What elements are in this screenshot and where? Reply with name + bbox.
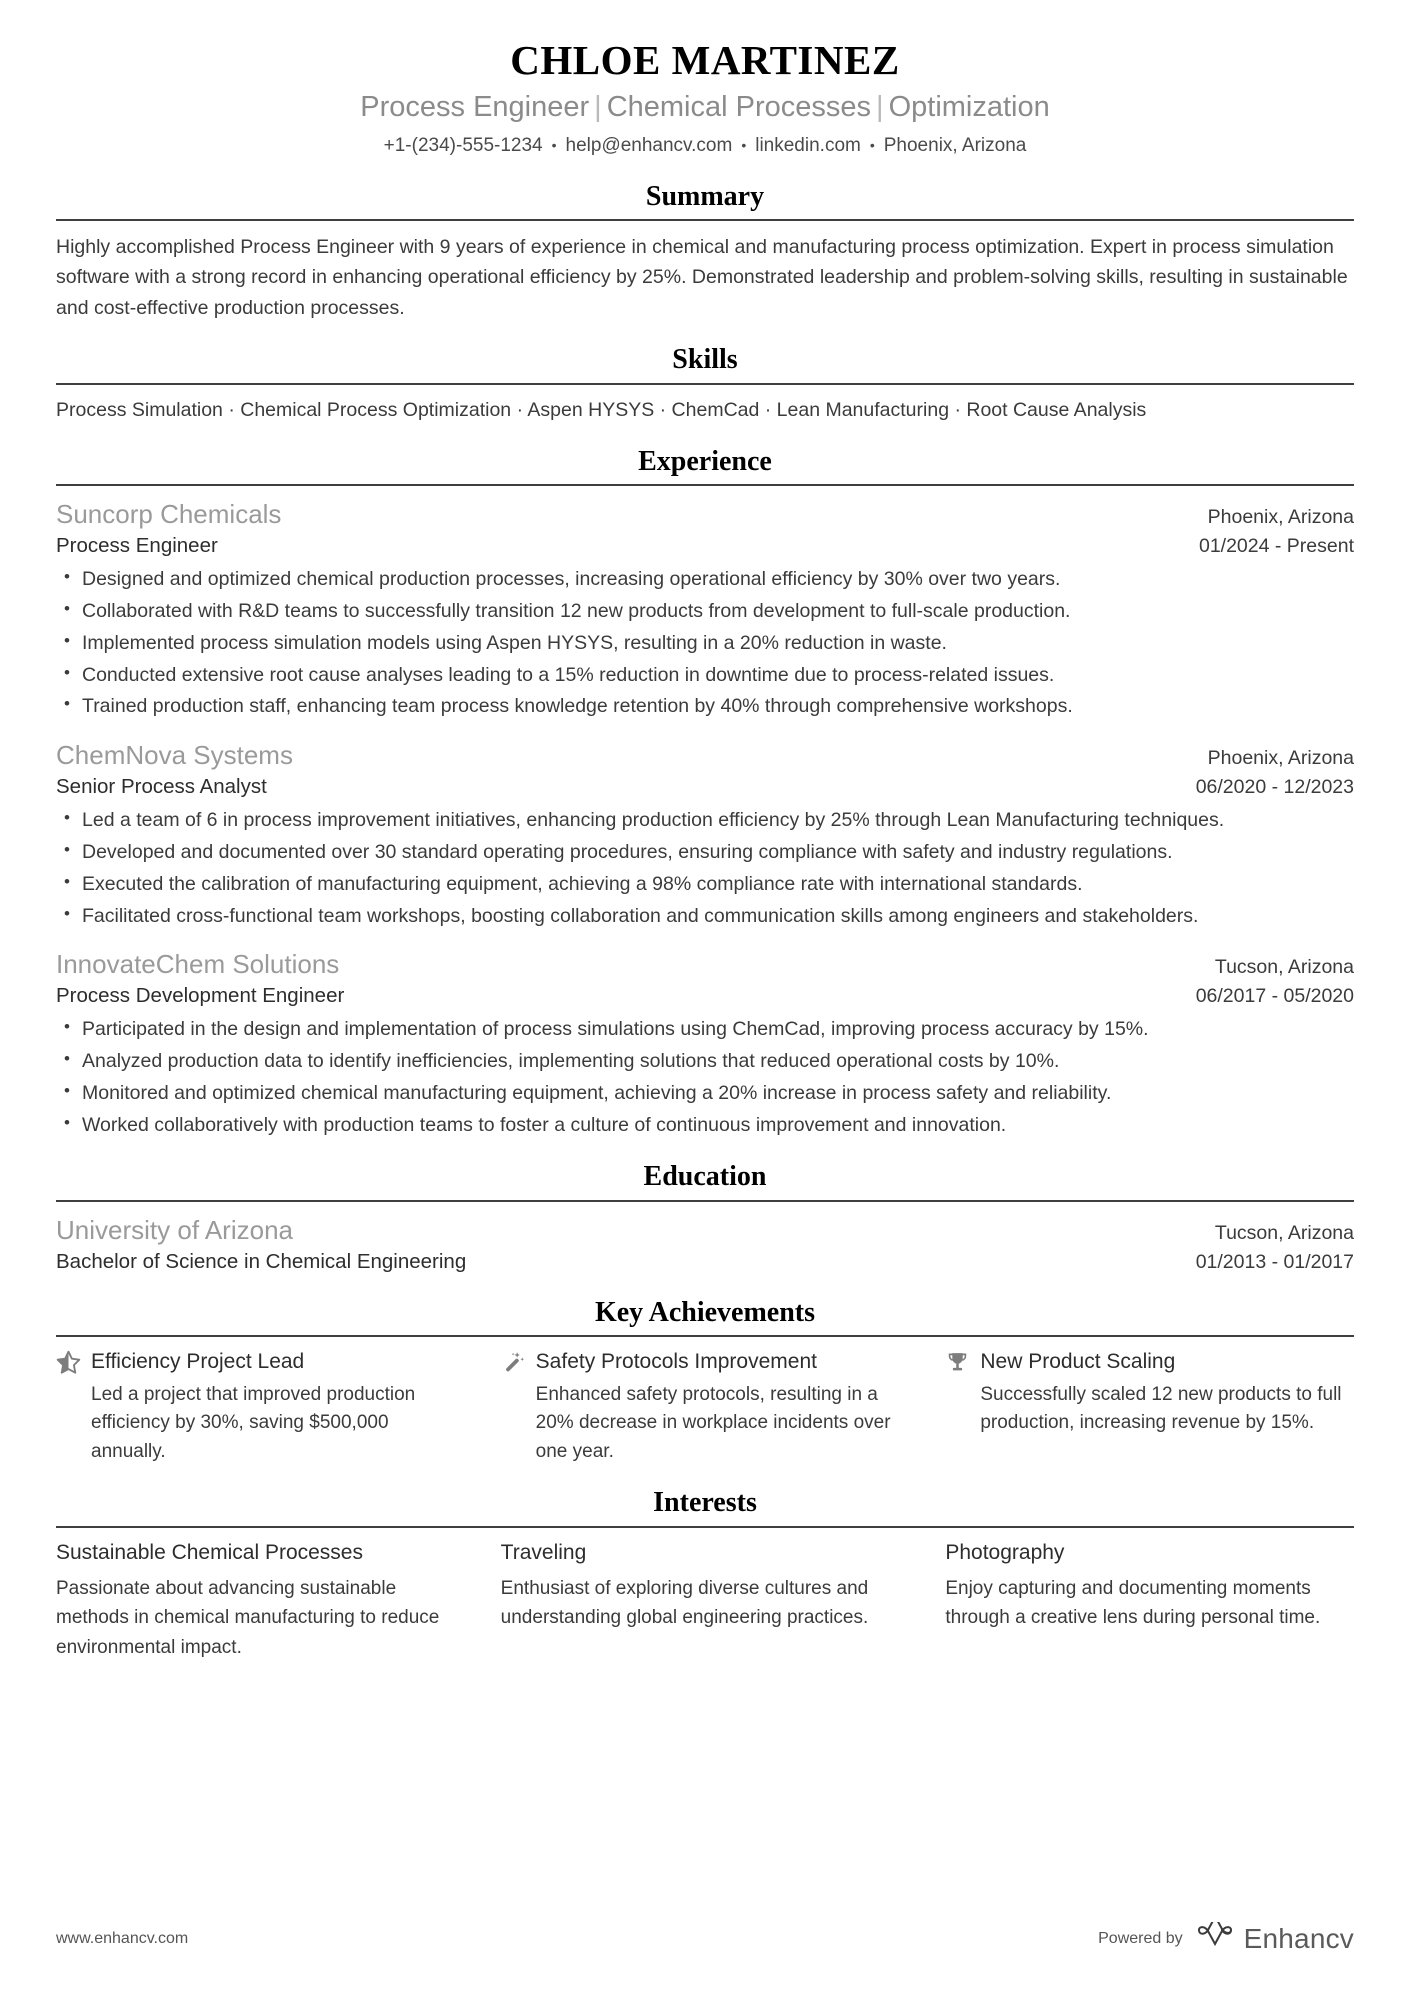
experience-dates: 01/2024 - Present [1198, 535, 1354, 558]
experience-bullet: • Led a team of 6 in process improvement initiatives, enhancing production efficiency by 25% through Lean Manufacturing techniques. [82, 806, 1354, 836]
candidate-name: CHLOE MARTINEZ [510, 37, 900, 83]
skills-title: Skills [672, 343, 738, 375]
key-achievement-header [501, 1348, 910, 1375]
contact-separator-1: • [551, 137, 557, 154]
experience-organization: InnovateChem Solutions [56, 949, 340, 980]
enhancv-logo-icon [1195, 1922, 1235, 1955]
education-degree: Bachelor of Science in Chemical Engineering [56, 1250, 467, 1274]
section-experience [56, 445, 1354, 1141]
key-achievement-item [56, 1348, 501, 1466]
headline-separator-1: | [594, 91, 602, 124]
experience-bullet: • Trained production staff, enhancing team process knowledge retention by 40% through comprehensive workshops. [82, 692, 1354, 722]
education-entry-subheader [56, 1248, 1354, 1276]
experience-bullet: • Analyzed production data to identify inefficiencies, implementing solutions that reduced operational costs by 10%. [82, 1047, 1354, 1077]
headline-separator-2: | [876, 91, 884, 124]
experience-divider [56, 484, 1354, 486]
interest-item [56, 1539, 501, 1663]
experience-role: Senior Process Analyst [56, 775, 267, 799]
experience-bullet: • Monitored and optimized chemical manufacturing equipment, achieving a 20% increase in process safety and reliability. [82, 1079, 1354, 1109]
section-education [56, 1160, 1354, 1275]
section-interests [56, 1486, 1354, 1662]
experience-role: Process Development Engineer [56, 984, 345, 1008]
key-achievements-divider [56, 1335, 1354, 1337]
contact-location: Phoenix, Arizona [883, 135, 1027, 157]
key-achievements-title: Key Achievements [594, 1296, 816, 1328]
section-summary [56, 180, 1354, 323]
experience-bullet-list [56, 1015, 1354, 1140]
education-title: Education [643, 1161, 767, 1193]
key-achievement-description: Enhanced safety protocols, resulting in a 20% decrease in workplace incidents over one year. [535, 1383, 891, 1462]
experience-bullet: • Developed and documented over 30 standard operating procedures, ensuring compliance with safety and industry regulations. [82, 838, 1354, 868]
experience-entry-subheader [56, 982, 1354, 1010]
experience-bullet: • Conducted extensive root cause analyses leading to a 15% reduction in downtime due to process-related issues. [82, 661, 1354, 691]
interest-title: Traveling [500, 1540, 587, 1564]
experience-bullet-list [56, 806, 1354, 931]
interest-item [945, 1539, 1354, 1663]
magic-wand-icon [501, 1350, 526, 1375]
experience-entry [56, 738, 1354, 931]
contact-phone: +1-(234)-555-1234 [383, 135, 543, 157]
interest-title: Sustainable Chemical Processes [56, 1540, 363, 1564]
experience-location: Phoenix, Arizona [1207, 506, 1354, 529]
experience-dates: 06/2017 - 05/2020 [1195, 985, 1354, 1008]
page-footer [56, 1922, 1354, 1955]
headline-part-3: Optimization [888, 91, 1050, 124]
contact-email[interactable]: help@enhancv.com [565, 135, 733, 157]
footer-branding [1098, 1922, 1354, 1955]
powered-by-label: Powered by [1098, 1929, 1183, 1947]
interest-title: Photography [945, 1540, 1065, 1564]
experience-bullet: • Implemented process simulation models using Aspen HYSYS, resulting in a 20% reduction in waste. [82, 629, 1354, 659]
experience-location: Tucson, Arizona [1214, 956, 1354, 979]
experience-entry [56, 947, 1354, 1140]
experience-entry-subheader [56, 532, 1354, 560]
experience-entry-header [56, 738, 1354, 773]
experience-bullet: • Executed the calibration of manufacturing equipment, achieving a 98% compliance rate with international standards. [82, 870, 1354, 900]
education-divider [56, 1200, 1354, 1202]
experience-organization: ChemNova Systems [56, 740, 293, 771]
experience-entry-header [56, 497, 1354, 532]
section-key-achievements [56, 1296, 1354, 1466]
key-achievement-description: Led a project that improved production efficiency by 30%, saving $500,000 annually. [91, 1383, 416, 1462]
contact-linkedin[interactable]: linkedin.com [755, 135, 861, 157]
key-achievement-header [945, 1348, 1354, 1375]
key-achievement-title: Efficiency Project Lead [91, 1350, 305, 1374]
experience-bullet: • Designed and optimized chemical production processes, increasing operational efficiency by 30% over two years. [82, 565, 1354, 595]
experience-dates: 06/2020 - 12/2023 [1195, 776, 1354, 799]
enhancv-wordmark: Enhancv [1243, 1922, 1354, 1954]
section-skills [56, 343, 1354, 425]
education-location: Tucson, Arizona [1214, 1222, 1354, 1244]
experience-entry-subheader [56, 773, 1354, 801]
experience-entry-header [56, 947, 1354, 982]
skills-list: Process Simulation · Chemical Process Optimization · Aspen HYSYS · ChemCad · Lean Manufacturing · Root Cause Analysis [56, 398, 1147, 421]
education-entry [56, 1213, 1354, 1276]
star-icon [56, 1350, 81, 1375]
interest-description: Passionate about advancing sustainable methods in chemical manufacturing to reduce environmental impact. [56, 1578, 440, 1658]
interests-divider [56, 1526, 1354, 1528]
experience-bullet: • Worked collaboratively with production teams to foster a culture of continuous improvement and innovation. [82, 1111, 1354, 1141]
experience-entry [56, 497, 1354, 722]
interests-title: Interests [653, 1487, 757, 1519]
interest-description: Enthusiast of exploring diverse cultures and understanding global engineering practices. [500, 1578, 869, 1629]
experience-location: Phoenix, Arizona [1207, 747, 1354, 770]
key-achievement-title: Safety Protocols Improvement [535, 1350, 817, 1374]
headline-part-1: Process Engineer [360, 91, 590, 124]
headline-part-2: Chemical Processes [606, 91, 872, 124]
education-entry-header [56, 1213, 1354, 1248]
trophy-icon [945, 1350, 970, 1375]
key-achievement-item [501, 1348, 946, 1466]
contact-separator-3: • [869, 137, 875, 154]
experience-bullet: • Collaborated with R&D teams to successfully transition 12 new products from development to full-scale production. [82, 597, 1354, 627]
experience-bullet: • Participated in the design and implementation of process simulations using ChemCad, improving process accuracy by 15%. [82, 1015, 1354, 1045]
education-organization: University of Arizona [56, 1215, 293, 1245]
key-achievements-columns [56, 1348, 1354, 1466]
interest-description: Enjoy capturing and documenting moments through a creative lens during personal time. [945, 1578, 1321, 1629]
education-entries [56, 1213, 1354, 1276]
education-dates: 01/2013 - 01/2017 [1195, 1251, 1354, 1274]
summary-divider [56, 219, 1354, 221]
key-achievement-header [56, 1348, 465, 1375]
key-achievement-title: New Product Scaling [980, 1350, 1176, 1374]
experience-bullet-list [56, 565, 1354, 722]
candidate-headline [56, 89, 1354, 127]
summary-title: Summary [645, 180, 765, 212]
experience-entries [56, 497, 1354, 1140]
footer-website[interactable]: www.enhancv.com [56, 1929, 189, 1947]
experience-organization: Suncorp Chemicals [56, 499, 282, 530]
key-achievement-description: Successfully scaled 12 new products to full production, increasing revenue by 15%. [980, 1383, 1342, 1434]
experience-role: Process Engineer [56, 534, 218, 558]
experience-bullet: • Facilitated cross-functional team workshops, boosting collaboration and communication skills among engineers and stakeholders. [82, 902, 1354, 932]
resume-header [56, 36, 1354, 160]
summary-text: Highly accomplished Process Engineer with 9 years of experience in chemical and manufacturing process optimization. Expert in process simulation software with a strong record in enhancing operational efficiency by 25%. Demonstrated leadership and problem-solving skills, resulting in sustainable and cost-effective production processes. [56, 236, 1348, 319]
contact-separator-2: • [741, 137, 747, 154]
interests-columns [56, 1539, 1354, 1663]
skills-divider [56, 383, 1354, 385]
interest-item [501, 1539, 946, 1663]
contact-line [56, 133, 1354, 160]
key-achievement-item [945, 1348, 1354, 1466]
experience-title: Experience [638, 445, 772, 477]
enhancv-brand [1195, 1922, 1354, 1955]
